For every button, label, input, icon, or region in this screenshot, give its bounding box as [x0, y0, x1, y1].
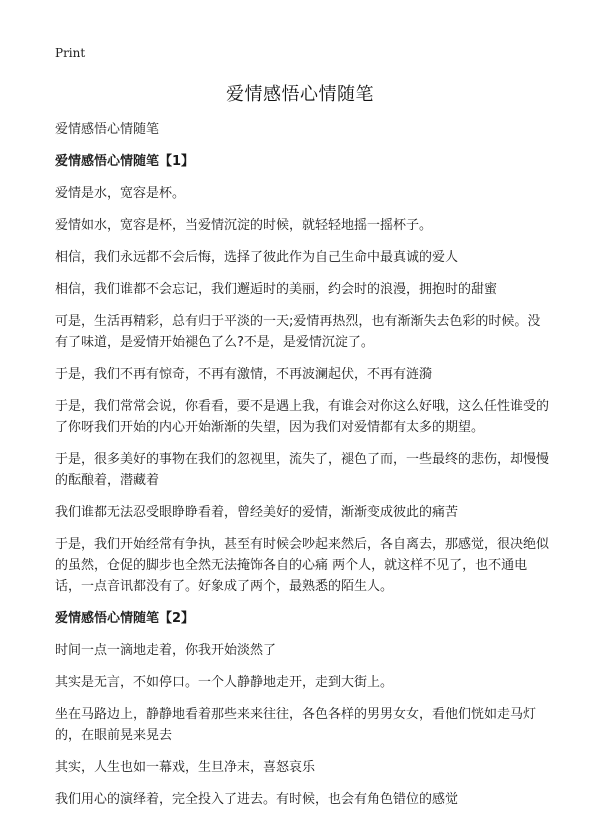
- intro-text: 爱情感悟心情随笔: [55, 122, 160, 137]
- section-heading-1: 爱情感悟心情随笔【1】: [55, 154, 195, 169]
- paragraph: 相信，我们谁都不会忘记，我们邂逅时的美丽，约会时的浪漫，拥抱时的甜蜜: [55, 282, 498, 297]
- article-body: [55, 119, 550, 821]
- paragraph: 可是，生活再精彩，总有归于平淡的一天;爱情再热烈，也有渐渐失去色彩的时候。没有了味道，是爱情开始褪色了么?不是，是爱情沉淀了。: [55, 314, 541, 350]
- paragraph: 时间一点一滴地走着，你我开始淡然了: [55, 643, 277, 658]
- paragraph: 爱情是水，宽容是杯。: [55, 186, 186, 201]
- paragraph: 于是，我们常常会说，你看看，要不是遇上我，有谁会对你这么好哦，这么任性谁受的了你呀我们开始的内心开始渐渐的失望，因为我们对爱情都有太多的期望。: [55, 399, 550, 435]
- paragraph: 于是，很多美好的事物在我们的忽视里，流失了，褪色了而，一些最终的悲伤，却慢慢的酝酿着，潜藏着: [55, 452, 550, 488]
- paragraph: 我们谁都无法忍受眼睁睁看着，曾经美好的爱情，渐渐变成彼此的痛苦: [55, 505, 459, 520]
- paragraph: 于是，我们开始经常有争执，甚至有时候会吵起来然后，各自离去，那感觉，很决绝似的虽然，仓促的脚步也全然无法掩饰各自的心痛 两个人，就这样不见了，也不通电话，一点音讯都没有了。好象成了两个，最熟悉的陌生人。: [55, 537, 550, 594]
- paragraph: 爱情如水，宽容是杯，当爱情沉淀的时候，就轻轻地摇一摇杯子。: [55, 218, 433, 233]
- paragraph: 于是，我们不再有惊奇，不再有激情，不再波澜起伏，不再有涟漪: [55, 367, 433, 382]
- paragraph: 其实，人生也如一幕戏，生旦净末，喜怒哀乐: [55, 760, 316, 775]
- paragraph: 坐在马路边上，静静地看着那些来来往往，各色各样的男男女女，看他们恍如走马灯的，在眼前晃来晃去: [55, 707, 537, 743]
- print-link[interactable]: Print: [55, 46, 86, 60]
- paragraph: 其实是无言，不如停口。一个人静静地走开，走到大街上。: [55, 675, 394, 690]
- page-title: 爱情感悟心情随笔: [226, 84, 374, 105]
- paragraph: 相信，我们永远都不会后悔，选择了彼此作为自己生命中最真诚的爱人: [55, 250, 459, 265]
- paragraph: 我们用心的演绎着，完全投入了进去。有时候，也会有角色错位的感觉: [55, 792, 459, 807]
- section-heading-2: 爱情感悟心情随笔【2】: [55, 611, 195, 626]
